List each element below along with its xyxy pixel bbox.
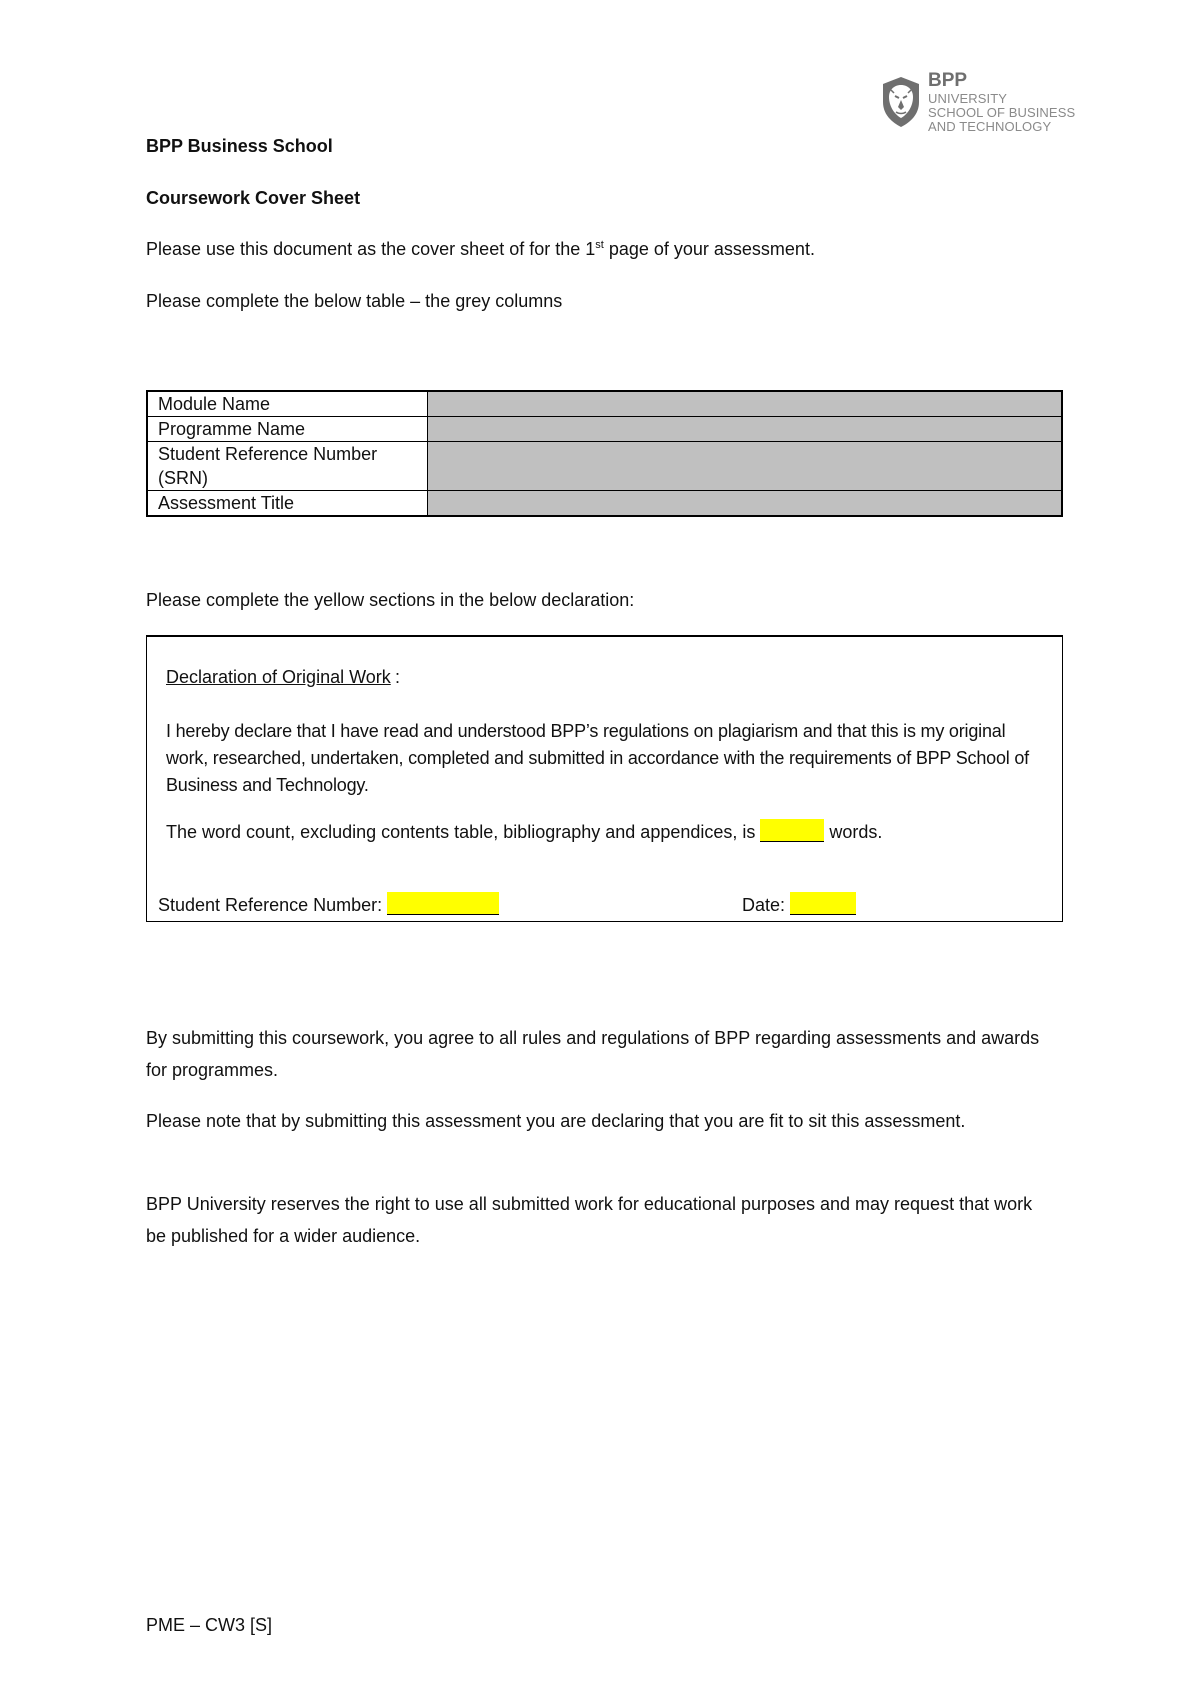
module-name-field[interactable]: [428, 391, 1063, 417]
closing-paragraph-1: By submitting this coursework, you agree to all rules and regulations of BPP regarding assessments and awards for programmes.: [146, 1028, 1040, 1080]
table-row: [147, 491, 1062, 517]
bpp-logo: [880, 70, 1080, 140]
date-line: [742, 892, 856, 917]
declaration-box: [146, 635, 1063, 922]
table-row: [147, 442, 1062, 491]
date-label: Date:: [742, 895, 791, 915]
programme-name-label: Programme Name: [147, 417, 428, 442]
date-field[interactable]: [790, 892, 856, 915]
table-row: [147, 417, 1062, 442]
instruction-line-1-after: page of your assessment.: [603, 239, 815, 259]
srn-signature-label: Student Reference Number:: [158, 895, 388, 915]
logo-brand: BPP: [928, 70, 968, 91]
srn-field[interactable]: [428, 442, 1063, 491]
table-row: [147, 391, 1062, 417]
srn-signature-field[interactable]: [387, 892, 499, 915]
instruction-line-1-before: Please use this document as the cover sheet of for the 1: [146, 239, 596, 259]
declaration-title-colon: :: [395, 667, 401, 687]
declaration-intro: Please complete the yellow sections in the below declaration:: [146, 590, 635, 610]
assessment-title-label: Assessment Title: [147, 491, 428, 517]
assessment-title-field[interactable]: [428, 491, 1063, 517]
closing-paragraph-3: BPP University reserves the right to use all submitted work for educational purposes and may request that work be published for a wider audience.: [146, 1194, 1033, 1246]
closing-paragraph-2: Please note that by submitting this assessment you are declaring that you are fit to sit this assessment.: [146, 1111, 966, 1131]
logo-line-1: UNIVERSITY: [928, 91, 1008, 106]
word-count-before: The word count, excluding contents table, bibliography and appendices, is: [166, 822, 761, 842]
word-count-line: [166, 819, 882, 844]
lion-head-shield-icon: [880, 76, 922, 128]
footer-code: PME – CW3 [S]: [146, 1615, 273, 1635]
sheet-title: Coursework Cover Sheet: [146, 188, 361, 208]
word-count-after: words.: [824, 822, 883, 842]
logo-line-2: SCHOOL OF BUSINESS: [928, 105, 1076, 120]
word-count-field[interactable]: [760, 819, 824, 842]
logo-line-3: AND TECHNOLOGY: [928, 119, 1052, 134]
instruction-line-1-sup: st: [595, 239, 604, 251]
declaration-body: I hereby declare that I have read and understood BPP’s regulations on plagiarism and that this is my original work, researched, undertaken, completed and submitted in accordance with the requirements of BPP School of Business and Technology.: [166, 721, 1029, 795]
instruction-line-1: [146, 237, 815, 261]
info-table: [146, 390, 1063, 517]
instruction-line-2: Please complete the below table – the grey columns: [146, 291, 563, 311]
logo-text: [928, 70, 1075, 134]
programme-name-field[interactable]: [428, 417, 1063, 442]
srn-signature-line: [158, 892, 499, 917]
declaration-title: Declaration of Original Work: [166, 667, 391, 687]
srn-label: Student Reference Number (SRN): [147, 442, 428, 491]
school-name: BPP Business School: [146, 136, 333, 156]
module-name-label: Module Name: [147, 391, 428, 417]
